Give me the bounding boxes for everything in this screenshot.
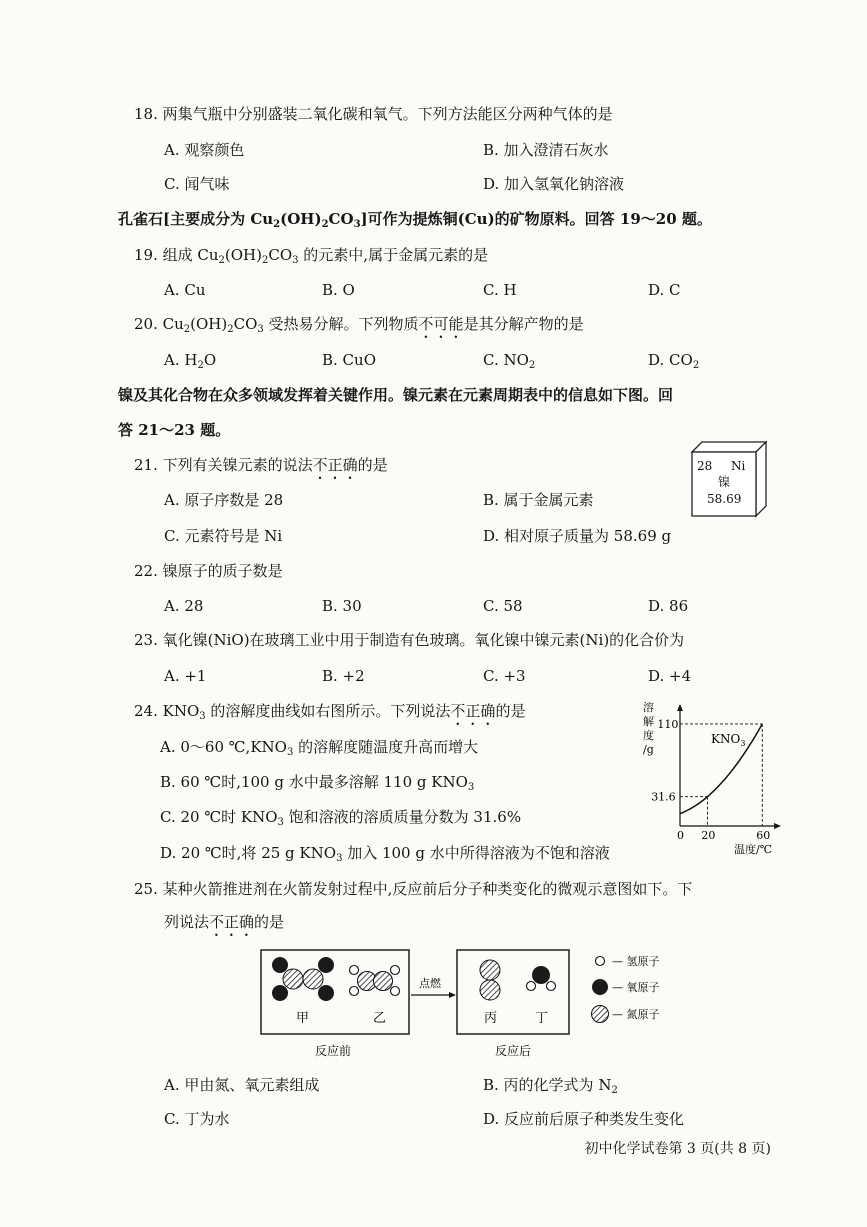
q18-option-a: A. 观察颜色 [164, 141, 245, 159]
q18-option-c: C. 闻气味 [164, 175, 230, 193]
hydrogen-atom [391, 987, 400, 996]
after-caption: 反应后 [495, 1044, 532, 1058]
legend-hydrogen-label: — 氢原子 [612, 955, 660, 968]
series-label: $KNO_3$ [711, 732, 746, 748]
q19-stem: 19. 组成 $Cu_2(OH)_2CO_3$ 的元素中,属于金属元素的是 [134, 246, 489, 266]
q25-option-d: D. 反应前后原子种类发生变化 [483, 1110, 685, 1128]
y-label-char: /g [643, 743, 654, 756]
q23-option-d: D. +4 [648, 667, 692, 685]
y-label-char: 解 [643, 715, 654, 728]
q20-stem: 20. $Cu_2(OH)_2CO_3$ 受热易分解。下列物质不可能是其分解产物的是 [134, 315, 584, 335]
nitrogen-atom [303, 969, 323, 989]
q19-option-b: B. O [322, 281, 355, 299]
molecule-yi [350, 966, 400, 996]
q23-stem: 23. 氧化镍(NiO)在玻璃工业中用于制造有色玻璃。氧化镍中镍元素(Ni)的化合价为 [134, 631, 685, 649]
q22-stem: 22. 镍原子的质子数是 [134, 562, 283, 580]
label-bing: 丙 [484, 1011, 498, 1026]
nitrogen-atom [480, 960, 500, 980]
q18-option-b: B. 加入澄清石灰水 [483, 141, 609, 159]
q22-option-d: D. 86 [648, 597, 689, 615]
label-jia: 甲 [296, 1011, 310, 1026]
q24-stem: 24. $KNO_3$ 的溶解度曲线如右图所示。下列说法不正确的是 [134, 702, 526, 722]
label-ding: 丁 [535, 1011, 549, 1026]
y-label-char: 度 [643, 729, 654, 742]
element-card-mass: 58.69 [707, 492, 742, 506]
q23-option-a: A. +1 [164, 667, 207, 685]
y-tick-label: 110 [657, 717, 679, 731]
nitrogen-atom [374, 972, 393, 991]
oxygen-atom [318, 957, 334, 973]
reaction-diagram [255, 944, 715, 1062]
q21-option-c: C. 元素符号是 Ni [164, 527, 283, 545]
x-tick-label: 20 [701, 829, 716, 842]
q24-option-b: B. 60 ℃时,100 g 水中最多溶解 110 g $KNO_3$ [160, 773, 475, 793]
q20-option-d: D. $CO_2$ [648, 351, 700, 371]
q21-option-d: D. 相对原子质量为 58.69 g [483, 527, 672, 545]
hydrogen-atom [547, 982, 556, 991]
legend-oxygen-label: — 氧原子 [612, 981, 660, 994]
q24-option-d: D. 20 ℃时,将 25 g $KNO_3$ 加入 100 g 水中所得溶液为不饱和溶液 [160, 844, 610, 864]
q19-option-a: A. Cu [164, 281, 206, 299]
x-tick-label: 0 [677, 829, 684, 842]
molecule-jia [272, 957, 334, 1001]
y-tick-label: 31.6 [651, 790, 676, 804]
label-yi: 乙 [373, 1011, 387, 1026]
molecule-bing [480, 960, 500, 1000]
after-box [457, 950, 569, 1034]
reaction-arrow-head [449, 992, 456, 998]
q19-option-c: C. H [483, 281, 517, 299]
q20-option-a: A. $H_2O$ [164, 351, 217, 371]
q22-option-a: A. 28 [164, 597, 204, 615]
q20-option-c: C. $NO_2$ [483, 351, 536, 371]
molecule-ding [527, 966, 556, 991]
y-label-char: 溶 [643, 701, 654, 714]
q25-option-b: B. 丙的化学式为 $N_2$ [483, 1076, 618, 1096]
chart-y-axis-label [643, 700, 654, 756]
q25-stem-line2: 列说法不正确的是 [164, 913, 285, 931]
legend-oxygen-icon [592, 979, 608, 995]
x-axis-label: 温度/℃ [734, 843, 773, 856]
x-tick-label: 60 [756, 829, 771, 842]
q25-option-c: C. 丁为水 [164, 1110, 230, 1128]
hydrogen-atom [350, 966, 359, 975]
intro-21-23-line2: 答 21～23 题。 [118, 421, 231, 439]
q24-option-c: C. 20 ℃时 $KNO_3$ 饱和溶液的溶质质量分数为 31.6% [160, 808, 522, 828]
q22-option-b: B. 30 [322, 597, 362, 615]
q18-stem: 18. 两集气瓶中分别盛装二氧化碳和氧气。下列方法能区分两种气体的是 [134, 105, 613, 123]
hydrogen-atom [527, 982, 536, 991]
arrow-condition: 点燃 [419, 977, 441, 990]
oxygen-atom [532, 966, 550, 984]
oxygen-atom [272, 957, 288, 973]
q18-option-d: D. 加入氢氧化钠溶液 [483, 175, 625, 193]
legend [592, 954, 660, 1023]
q20-option-b: B. CuO [322, 351, 376, 369]
oxygen-atom [318, 985, 334, 1001]
element-card-name: 镍 [718, 475, 731, 489]
nitrogen-atom [480, 980, 500, 1000]
legend-nitrogen-icon [592, 1006, 609, 1023]
q21-option-b: B. 属于金属元素 [483, 491, 594, 509]
hydrogen-atom [391, 966, 400, 975]
legend-hydrogen-icon [596, 957, 605, 966]
page-footer: 初中化学试卷第 3 页(共 8 页) [584, 1141, 771, 1157]
intro-19-20: 孔雀石[主要成分为 $Cu_2(OH)_2CO_3$]可作为提炼铜(Cu)的矿物原料。回答 19～20 题。 [118, 210, 712, 230]
nitrogen-atom [283, 969, 303, 989]
solubility-chart [636, 700, 786, 860]
q21-option-a: A. 原子序数是 28 [164, 491, 284, 509]
q22-option-c: C. 58 [483, 597, 523, 615]
element-card-number: 28 [697, 459, 713, 473]
before-caption: 反应前 [315, 1044, 352, 1058]
x-axis-arrow [774, 823, 781, 829]
q23-option-b: B. +2 [322, 667, 365, 685]
q19-option-d: D. C [648, 281, 681, 299]
intro-21-23-line1: 镍及其化合物在众多领域发挥着关键作用。镍元素在元素周期表中的信息如下图。回 [118, 386, 674, 404]
element-card-symbol: Ni [731, 459, 746, 473]
q21-stem: 21. 下列有关镍元素的说法不正确的是 [134, 456, 388, 474]
oxygen-atom [272, 985, 288, 1001]
q24-option-a: A. 0～60 $℃,KNO_3$ 的溶解度随温度升高而增大 [160, 738, 479, 758]
y-axis-arrow [677, 704, 683, 711]
q25-stem-line1: 25. 某种火箭推进剂在火箭发射过程中,反应前后分子种类变化的微观示意图如下。下 [134, 880, 693, 898]
q23-option-c: C. +3 [483, 667, 526, 685]
q25-option-a: A. 甲由氮、氧元素组成 [164, 1076, 320, 1094]
hydrogen-atom [350, 987, 359, 996]
legend-nitrogen-label: — 氮原子 [612, 1008, 660, 1021]
